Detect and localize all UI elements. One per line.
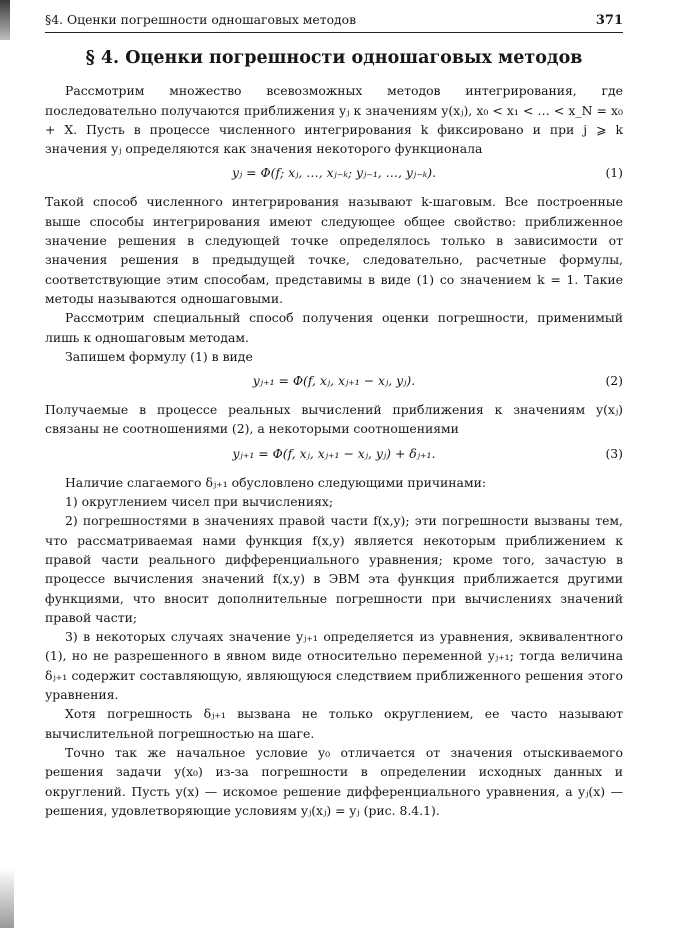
- book-page: [45, 8, 623, 820]
- paragraph-step-error: Хотя погрешность δⱼ₊₁ вызвана не только округлением, ее часто называют вычислительной погрешностью на шаге.: [45, 706, 623, 741]
- page-corner-shadow: [0, 0, 10, 40]
- formula-3-body: yⱼ₊₁ = Φ(f, xⱼ, xⱼ₊₁ − xⱼ, yⱼ) + δⱼ₊₁.: [232, 445, 436, 461]
- formula-2: [45, 371, 623, 391]
- formula-2-number: (2): [605, 373, 623, 389]
- page-edge-shadow: [0, 868, 14, 928]
- reason-item-3: 3) в некоторых случаях значение yⱼ₊₁ определяется из уравнения, эквивалентного (1), но не разрешенного в явном виде относительно переменной yⱼ₊₁; тогда величина δⱼ₊₁ содержит составляющую, являющуюся следствием приближенного решения этого уравнения.: [45, 629, 623, 703]
- formula-1: [45, 163, 623, 183]
- reason-item-1: 1) округлением чисел при вычислениях;: [65, 494, 334, 510]
- section-title: § 4. Оценки погрешности одношаговых методов: [85, 48, 583, 69]
- reason-item-2: 2) погрешностями в значениях правой части f(x,y); эти погрешности вызваны тем, что рассматриваемая нами функция f(x,y) является некоторым приближением к правой части реального дифференциального уравнения; кроме того, зачастую в процессе вычисления значений f(x,y) в ЭВМ эта функция приближается другими функциями, что вносит дополнительные погрешности при вычислениях значений правой части;: [45, 513, 623, 625]
- formula-2-body: yⱼ₊₁ = Φ(f, xⱼ, xⱼ₊₁ − xⱼ, yⱼ).: [252, 373, 416, 389]
- formula-1-number: (1): [605, 165, 623, 181]
- formula-1-body: yⱼ = Φ(f; xⱼ, …, xⱼ₋ₖ; yⱼ₋₁, …, yⱼ₋ₖ).: [231, 165, 437, 181]
- paragraph-rewrite: Запишем формулу (1) в виде: [65, 348, 253, 364]
- paragraph-reasons: Наличие слагаемого δⱼ₊₁ обусловлено следующими причинами:: [65, 474, 487, 490]
- paragraph-initial-condition: Точно так же начальное условие y₀ отличается от значения отыскиваемого решения задачи y(x₀) из-за погрешности в определении исходных данных и округлений. Пусть y(x) — искомое решение дифференциального уравнения, а yⱼ(x) — решения, удовлетворяющие условиям yⱼ(xⱼ) = yⱼ (рис. 8.4.1).: [45, 744, 623, 818]
- paragraph-intro: Рассмотрим множество всевозможных методов интегрирования, где последовательно получаются приближения yⱼ к значениям y(xⱼ), x₀ < x₁ < … < x_N = x₀ + X. Пусть в процессе численного интегрирования k фиксировано и при j ⩾ k значения yⱼ определяются как значения некоторого функционала: [45, 83, 624, 157]
- paragraph-k-step: Такой способ численного интегрирования называют k-шаговым. Все построенные выше способы интегрирования имеют следующее общее свойство: приближенное значение решения в следующей точке определялось только в зависимости от значения решения в предыдущей точке, следовательно, расчетные формулы, соответствующие этим способам, представимы в виде (1) со значением k = 1. Такие методы называются одношаговыми.: [45, 194, 623, 306]
- formula-3-number: (3): [605, 445, 623, 461]
- running-title: §4. Оценки погрешности одношаговых методов: [45, 12, 357, 27]
- formula-3: [45, 444, 623, 464]
- paragraph-special-method: Рассмотрим специальный способ получения оценки погрешности, применимый лишь к одношаговым методам.: [45, 310, 623, 345]
- running-header: [45, 10, 623, 33]
- page-number: 371: [595, 13, 623, 28]
- paragraph-real-computations: Получаемые в процессе реальных вычислений приближения к значениям y(xⱼ) связаны не соотношениями (2), а некоторыми соотношениями: [45, 402, 623, 437]
